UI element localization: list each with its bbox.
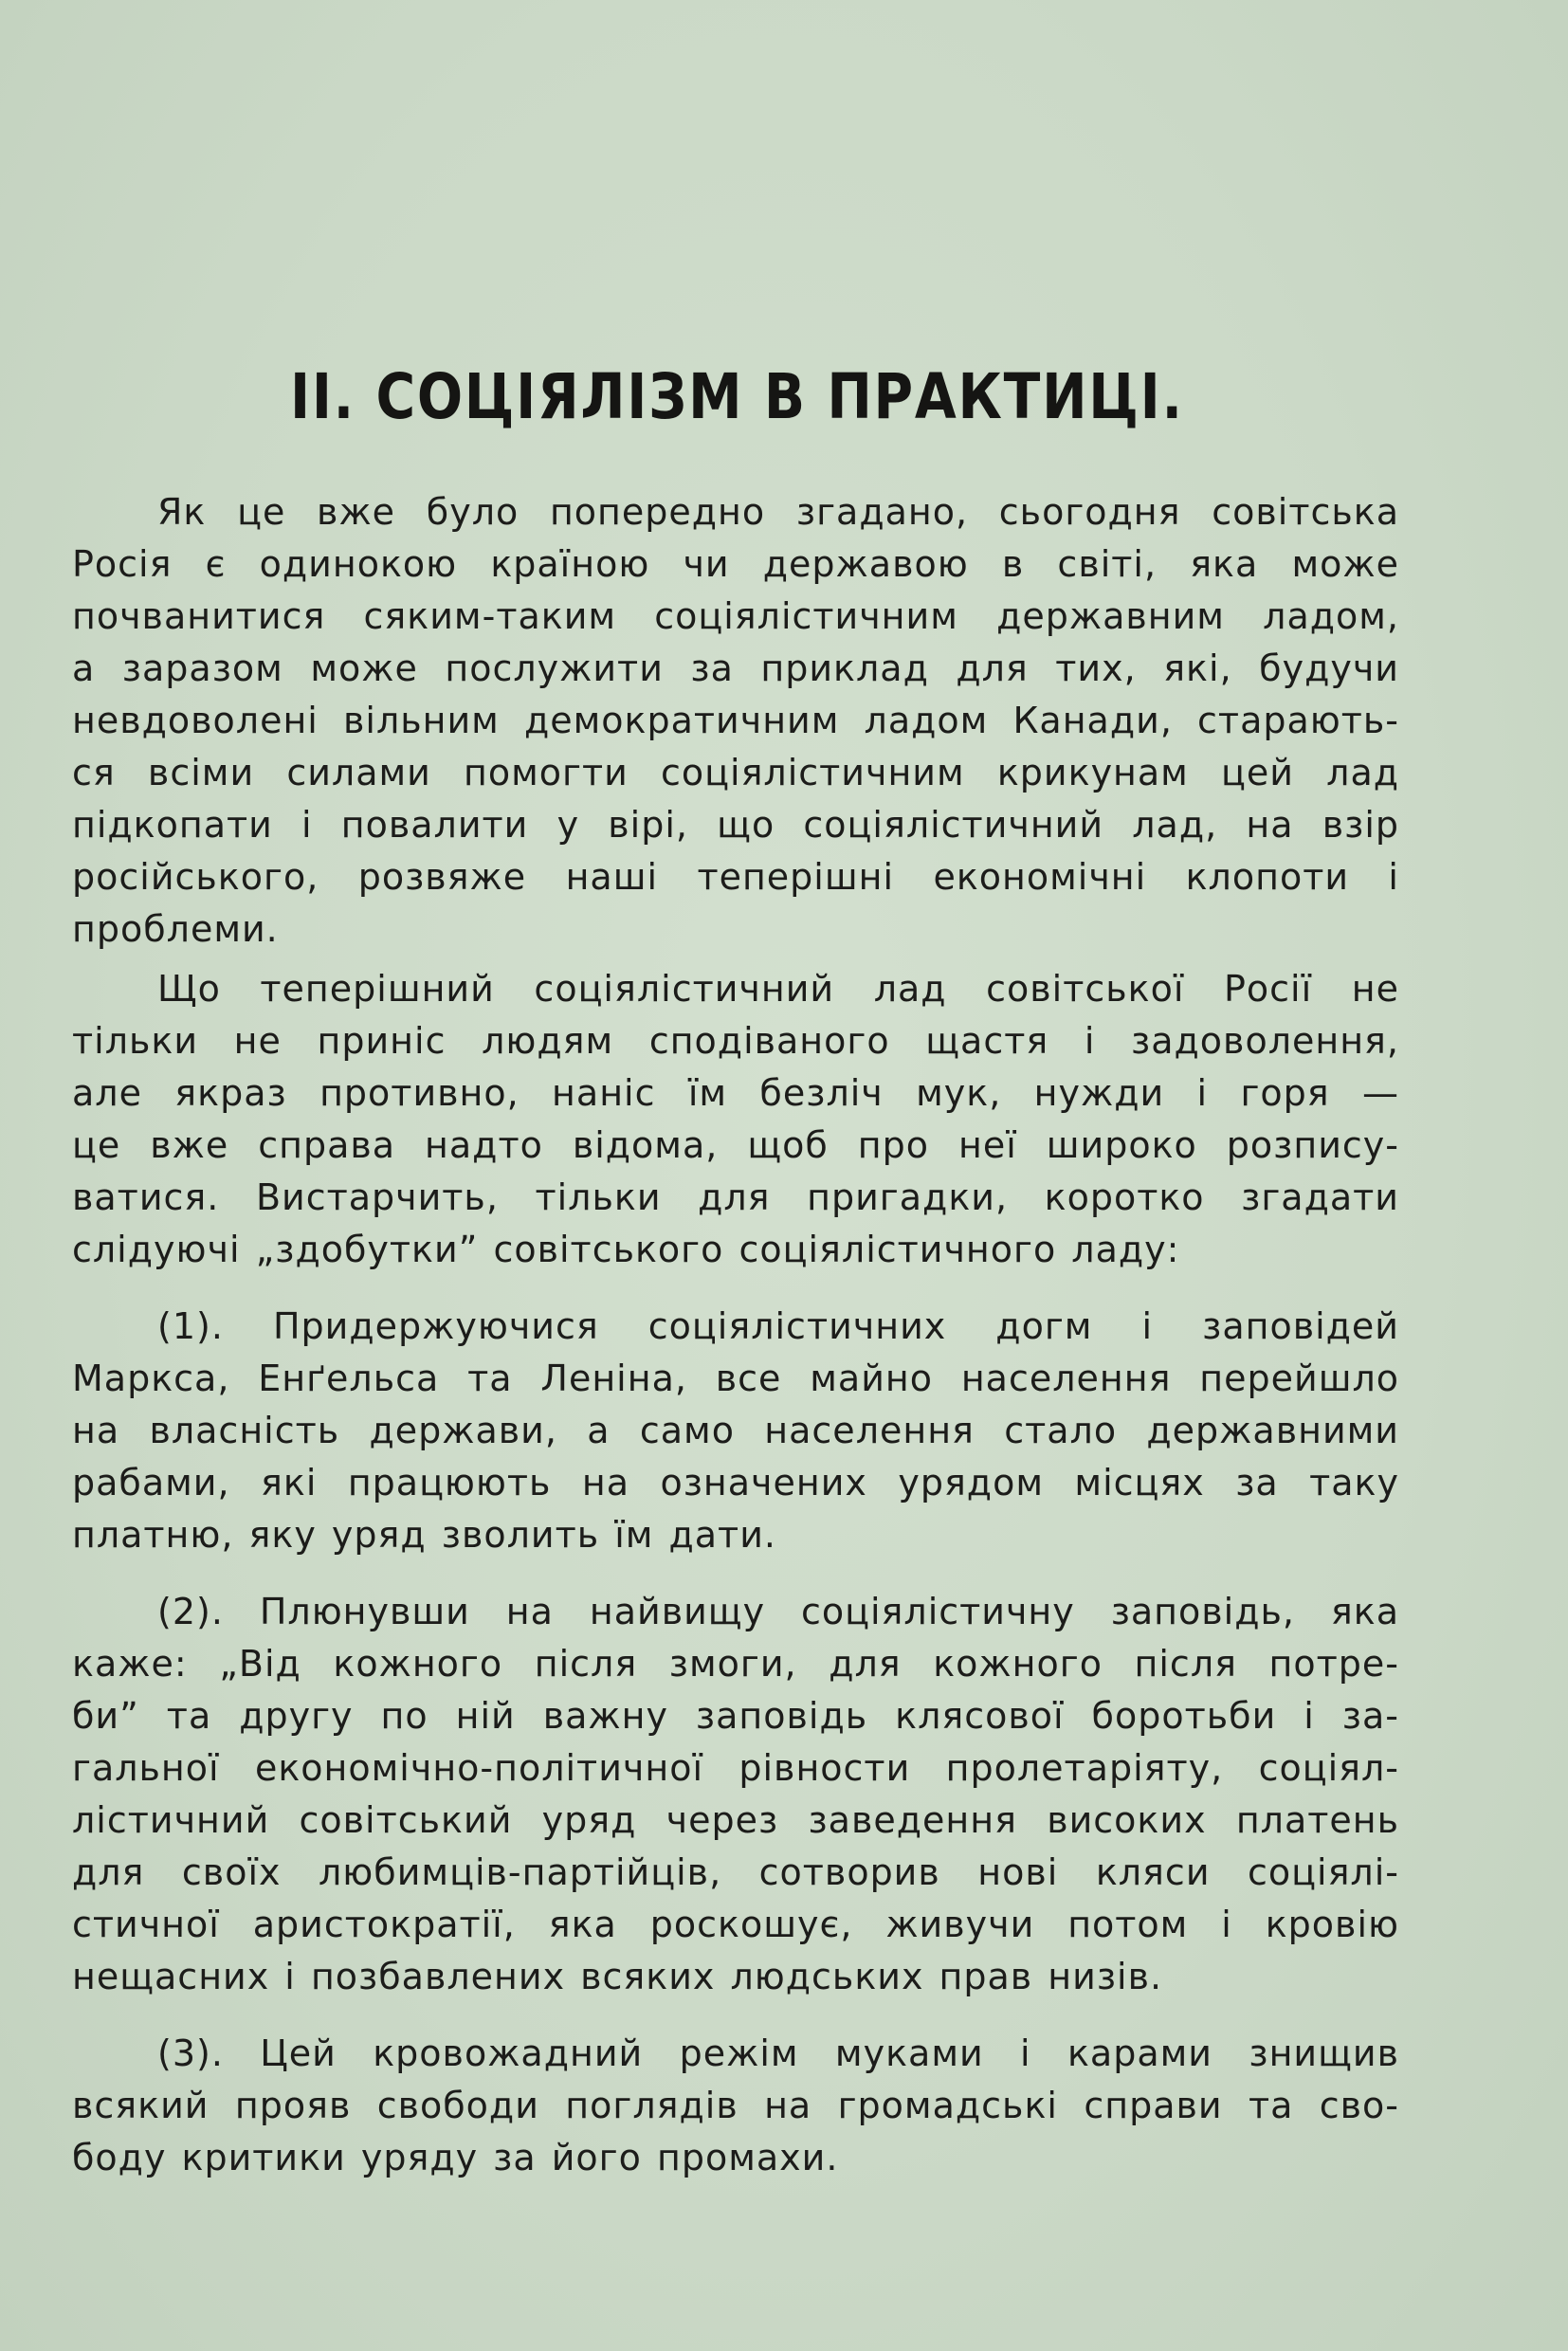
- text-line: слідуючі „здобутки” совітського соціялістичного ладу:: [72, 1229, 1180, 1270]
- text-line: (2). Плюнувши на найвищу соціялістичну заповідь, яка: [157, 1591, 1399, 1632]
- text-line: невдоволені вільним демократичним ладом Канади, старають-: [72, 700, 1399, 741]
- paragraph: [72, 2028, 1399, 2184]
- paragraph: [72, 486, 1399, 956]
- text-line: для своїх любимців-партійців, сотворив нові кляси соціялі-: [72, 1851, 1399, 1893]
- text-line: але якраз противно, наніс їм безліч мук, нужди і горя —: [72, 1072, 1399, 1114]
- text-line: це вже справа надто відома, щоб про неї широко розпису-: [72, 1124, 1399, 1166]
- text-line: а заразом може послужити за приклад для тих, які, будучи: [72, 647, 1399, 689]
- body-text: [72, 486, 1399, 2184]
- paragraph: [72, 1301, 1399, 1561]
- text-line: боду критики уряду за його промахи.: [72, 2137, 839, 2178]
- text-line: каже: „Від кожного після змоги, для кожного після потре-: [72, 1643, 1399, 1685]
- text-line: лістичний совітський уряд через заведення високих платень: [72, 1799, 1399, 1841]
- text-line: почванитися сяким-таким соціялістичним державним ладом,: [72, 595, 1399, 637]
- text-line: би” та другу по ній важну заповідь клясової боротьби і за-: [72, 1695, 1399, 1737]
- text-block: [72, 360, 1399, 2184]
- text-line: Росія є одинокою країною чи державою в світі, яка може: [72, 543, 1399, 585]
- paragraph-gap: [72, 2003, 1399, 2028]
- text-line: Як це вже було попередно згадано, сьогодня совітська: [157, 491, 1399, 533]
- text-line: тільки не приніс людям сподіваного щастя і задоволення,: [72, 1020, 1399, 1062]
- text-line: підкопати і повалити у вірі, що соціялістичний лад, на взір: [72, 804, 1399, 846]
- text-line: ся всіми силами помогти соціялістичним крикунам цей лад: [72, 752, 1399, 793]
- text-line: платню, яку уряд зволить їм дати.: [72, 1514, 776, 1556]
- text-line: Маркса, Енґельса та Леніна, все майно населення перейшло: [72, 1358, 1399, 1399]
- text-line: гальної економічно-політичної рівности пролетаріяту, соціял-: [72, 1747, 1399, 1789]
- chapter-heading: ІІ. СОЦІЯЛІЗМ В ПРАКТИЦІ.: [290, 360, 1184, 433]
- text-line: нещасних і позбавлених всяких людських прав низів.: [72, 1956, 1163, 1997]
- text-line: російського, розвяже наші теперішні економічні клопоти і: [72, 856, 1399, 898]
- paragraph: [72, 963, 1399, 1276]
- text-line: стичної аристократії, яка роскошує, живучи потом і кровію: [72, 1904, 1399, 1945]
- text-line: рабами, які працюють на означених урядом місцях за таку: [72, 1462, 1399, 1504]
- text-line: проблеми.: [72, 908, 279, 950]
- text-line: ватися. Вистарчить, тільки для пригадки, коротко згадати: [72, 1176, 1399, 1218]
- text-line: (3). Цей кровожадний режім муками і карами знищив: [157, 2032, 1399, 2074]
- text-line: на власність держави, а само населення стало державними: [72, 1410, 1399, 1451]
- paragraph-gap: [72, 1276, 1399, 1301]
- paragraph-gap: [72, 1561, 1399, 1586]
- text-line: (1). Придержуючися соціялістичних догм і заповідей: [157, 1305, 1399, 1347]
- text-line: Що теперішний соціялістичний лад совітської Росії не: [157, 968, 1399, 1010]
- paragraph-gap: [72, 956, 1399, 963]
- text-line: всякий прояв свободи поглядів на громадські справи та сво-: [72, 2085, 1399, 2126]
- paragraph: [72, 1586, 1399, 2003]
